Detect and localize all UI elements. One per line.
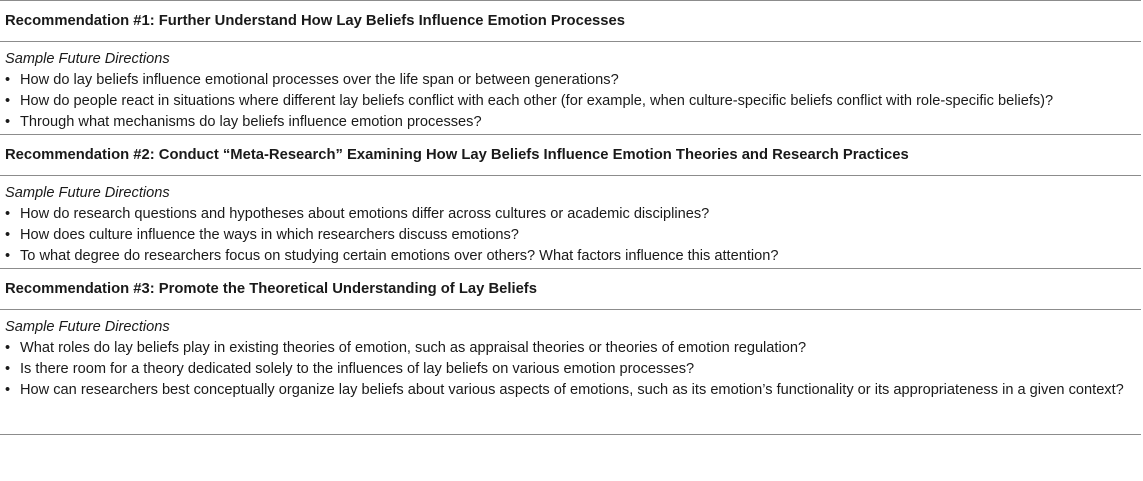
recommendation-2-subheading: Sample Future Directions — [5, 185, 170, 201]
recommendation-2-body — [0, 176, 1143, 268]
recommendation-1-subheading: Sample Future Directions — [5, 51, 170, 67]
bullet-icon: • — [5, 206, 11, 222]
recommendation-2-list — [5, 204, 1143, 267]
list-item-text: Through what mechanisms do lay beliefs influence emotion processes? — [20, 114, 482, 130]
list-item — [5, 70, 1143, 91]
list-item-text: How can researchers best conceptually organize lay beliefs about various aspects of emotions, such as its emotion’s functionality or its appropriateness in a given context? — [20, 382, 1124, 398]
list-item-text: How do research questions and hypotheses about emotions differ across cultures or academic disciplines? — [20, 206, 710, 222]
list-item-text: How does culture influence the ways in which researchers discuss emotions? — [20, 227, 519, 243]
recommendation-3-subheading: Sample Future Directions — [5, 319, 170, 335]
list-item-text: Is there room for a theory dedicated solely to the influences of lay beliefs on various emotion processes? — [20, 361, 695, 377]
bullet-icon: • — [5, 72, 11, 88]
bullet-icon: • — [5, 361, 11, 377]
list-item-text: How do lay beliefs influence emotional processes over the life span or between generations? — [20, 72, 619, 88]
list-item — [5, 380, 1143, 401]
bullet-icon: • — [5, 382, 11, 398]
list-item-text: What roles do lay beliefs play in existing theories of emotion, such as appraisal theories or theories of emotion regulation? — [20, 340, 807, 356]
list-item — [5, 204, 1143, 225]
bullet-icon: • — [5, 248, 11, 264]
recommendation-2-section — [0, 135, 1143, 268]
bullet-icon: • — [5, 340, 11, 356]
table-bottom-rule — [0, 434, 1141, 435]
bullet-icon: • — [5, 93, 11, 109]
recommendation-3-body — [0, 310, 1143, 434]
recommendation-1-list — [5, 70, 1143, 133]
list-item — [5, 91, 1143, 112]
recommendation-1-body — [0, 42, 1143, 134]
bullet-icon: • — [5, 114, 11, 130]
list-item-text: To what degree do researchers focus on studying certain emotions over others? What factors influence this attention? — [20, 248, 779, 264]
recommendation-3-heading: Recommendation #3: Promote the Theoretical Understanding of Lay Beliefs — [5, 281, 537, 297]
recommendation-3-list — [5, 338, 1143, 401]
list-item-text: How do people react in situations where different lay beliefs conflict with each other (for example, when culture-specific beliefs conflict with role-specific beliefs)? — [20, 93, 1054, 109]
list-item — [5, 338, 1143, 359]
recommendation-1-heading: Recommendation #1: Further Understand How Lay Beliefs Influence Emotion Processes — [5, 13, 625, 29]
list-item — [5, 112, 1143, 133]
list-item — [5, 225, 1143, 246]
bullet-icon: • — [5, 227, 11, 243]
list-item — [5, 359, 1143, 380]
list-item — [5, 246, 1143, 267]
recommendation-1-section — [0, 1, 1143, 134]
recommendation-3-section — [0, 269, 1143, 434]
recommendation-2-heading: Recommendation #2: Conduct “Meta-Research” Examining How Lay Beliefs Influence Emotion Theories and Research Practices — [5, 147, 909, 163]
